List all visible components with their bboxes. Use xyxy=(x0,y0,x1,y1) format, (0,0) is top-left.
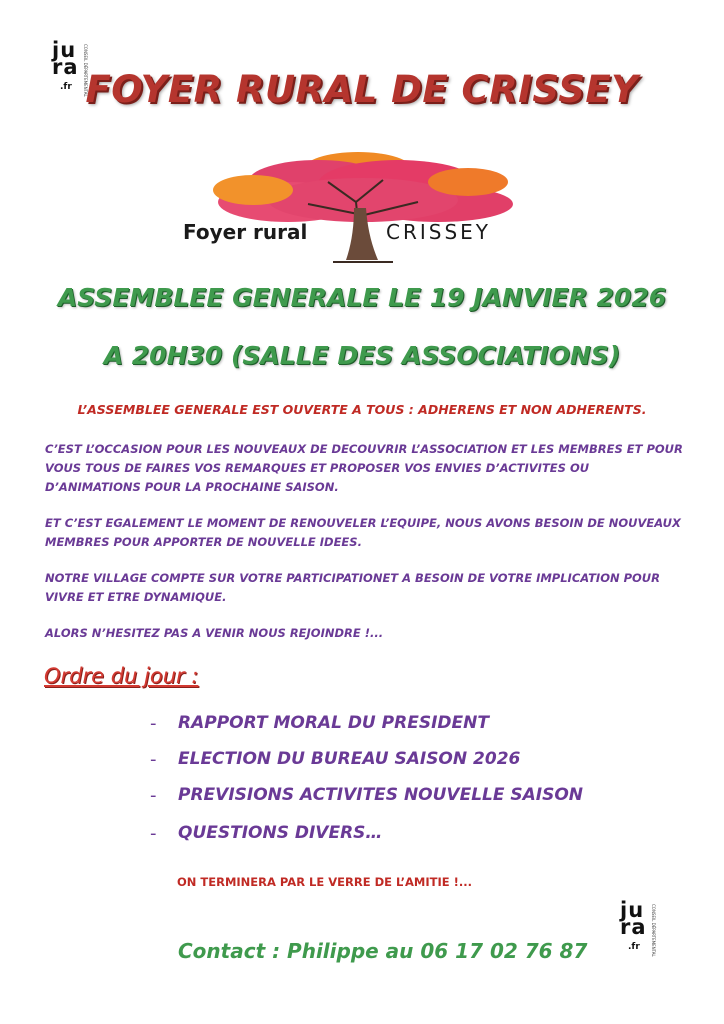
bullet-dash: - xyxy=(150,823,157,844)
logo-text-left: Foyer rural xyxy=(183,220,308,244)
headline-date: ASSEMBLEE GENERALE LE 19 JANVIER 2026 xyxy=(57,283,667,312)
bullet-dash: - xyxy=(150,713,157,734)
bullet-dash: - xyxy=(150,749,157,770)
contact-line: Contact : Philippe au 06 17 02 76 87 xyxy=(178,939,588,963)
jura-logo-wordmark: ju ra xyxy=(52,38,79,79)
agenda-item-text: PREVISIONS ACTIVITES NOUVELLE SAISON xyxy=(178,785,584,805)
logo-text-right: CRISSEY xyxy=(386,220,492,244)
bullet-dash: - xyxy=(150,785,157,806)
jura-logo-ext: .fr xyxy=(60,82,72,92)
jura-logo-wordmark: ju ra xyxy=(620,898,647,939)
foyer-rural-tree-logo xyxy=(168,142,538,268)
page-title: FOYER RURAL DE CRISSEY xyxy=(85,68,639,111)
agenda-item-text: RAPPORT MORAL DU PRESIDENT xyxy=(178,713,489,733)
closing-line: ON TERMINERA PAR LE VERRE DE L’AMITIE !... xyxy=(177,875,472,889)
jura-logo-side-text: CONSEIL DÉPARTEMENTAL xyxy=(651,904,656,957)
paragraph-1: C’EST L’OCCASION POUR LES NOUVEAUX DE DECOUVRIR L’ASSOCIATION ET LES MEMBRES ET POUR VOUS TOUS DE FAIRES VOS REMARQUES ET PROPOSER VOS ENVIES D’ACTIVITES OU D’ANIMATIONS POUR LA PROCHAINE SAISON. xyxy=(45,442,683,494)
headline-time: A 20H30 (SALLE DES ASSOCIATIONS) xyxy=(103,341,621,370)
paragraph-2: ET C’EST EGALEMENT LE MOMENT DE RENOUVELER L’EQUIPE, NOUS AVONS BESOIN DE NOUVEAUX MEMBRES POUR APPORTER DE NOUVELLE IDEES. xyxy=(45,516,681,549)
paragraph-4: ALORS N’HESITEZ PAS A VENIR NOUS REJOINDRE !... xyxy=(45,626,384,640)
jura-logo-bottom xyxy=(620,898,660,964)
agenda-title: Ordre du jour : xyxy=(44,664,199,688)
agenda-item-text: ELECTION DU BUREAU SAISON 2026 xyxy=(178,749,521,769)
intro-line: L’ASSEMBLEE GENERALE EST OUVERTE A TOUS : ADHERENS ET NON ADHERENTS. xyxy=(77,402,647,417)
agenda-item-text: QUESTIONS DIVERS… xyxy=(178,823,383,843)
paragraph-3: NOTRE VILLAGE COMPTE SUR VOTRE PARTICIPATIONET A BESOIN DE VOTRE IMPLICATION POUR VIVRE ET ETRE DYNAMIQUE. xyxy=(45,571,661,604)
jura-logo-side-text: CONSEIL DÉPARTEMENTAL xyxy=(83,44,88,97)
jura-logo-ext: .fr xyxy=(628,942,640,952)
